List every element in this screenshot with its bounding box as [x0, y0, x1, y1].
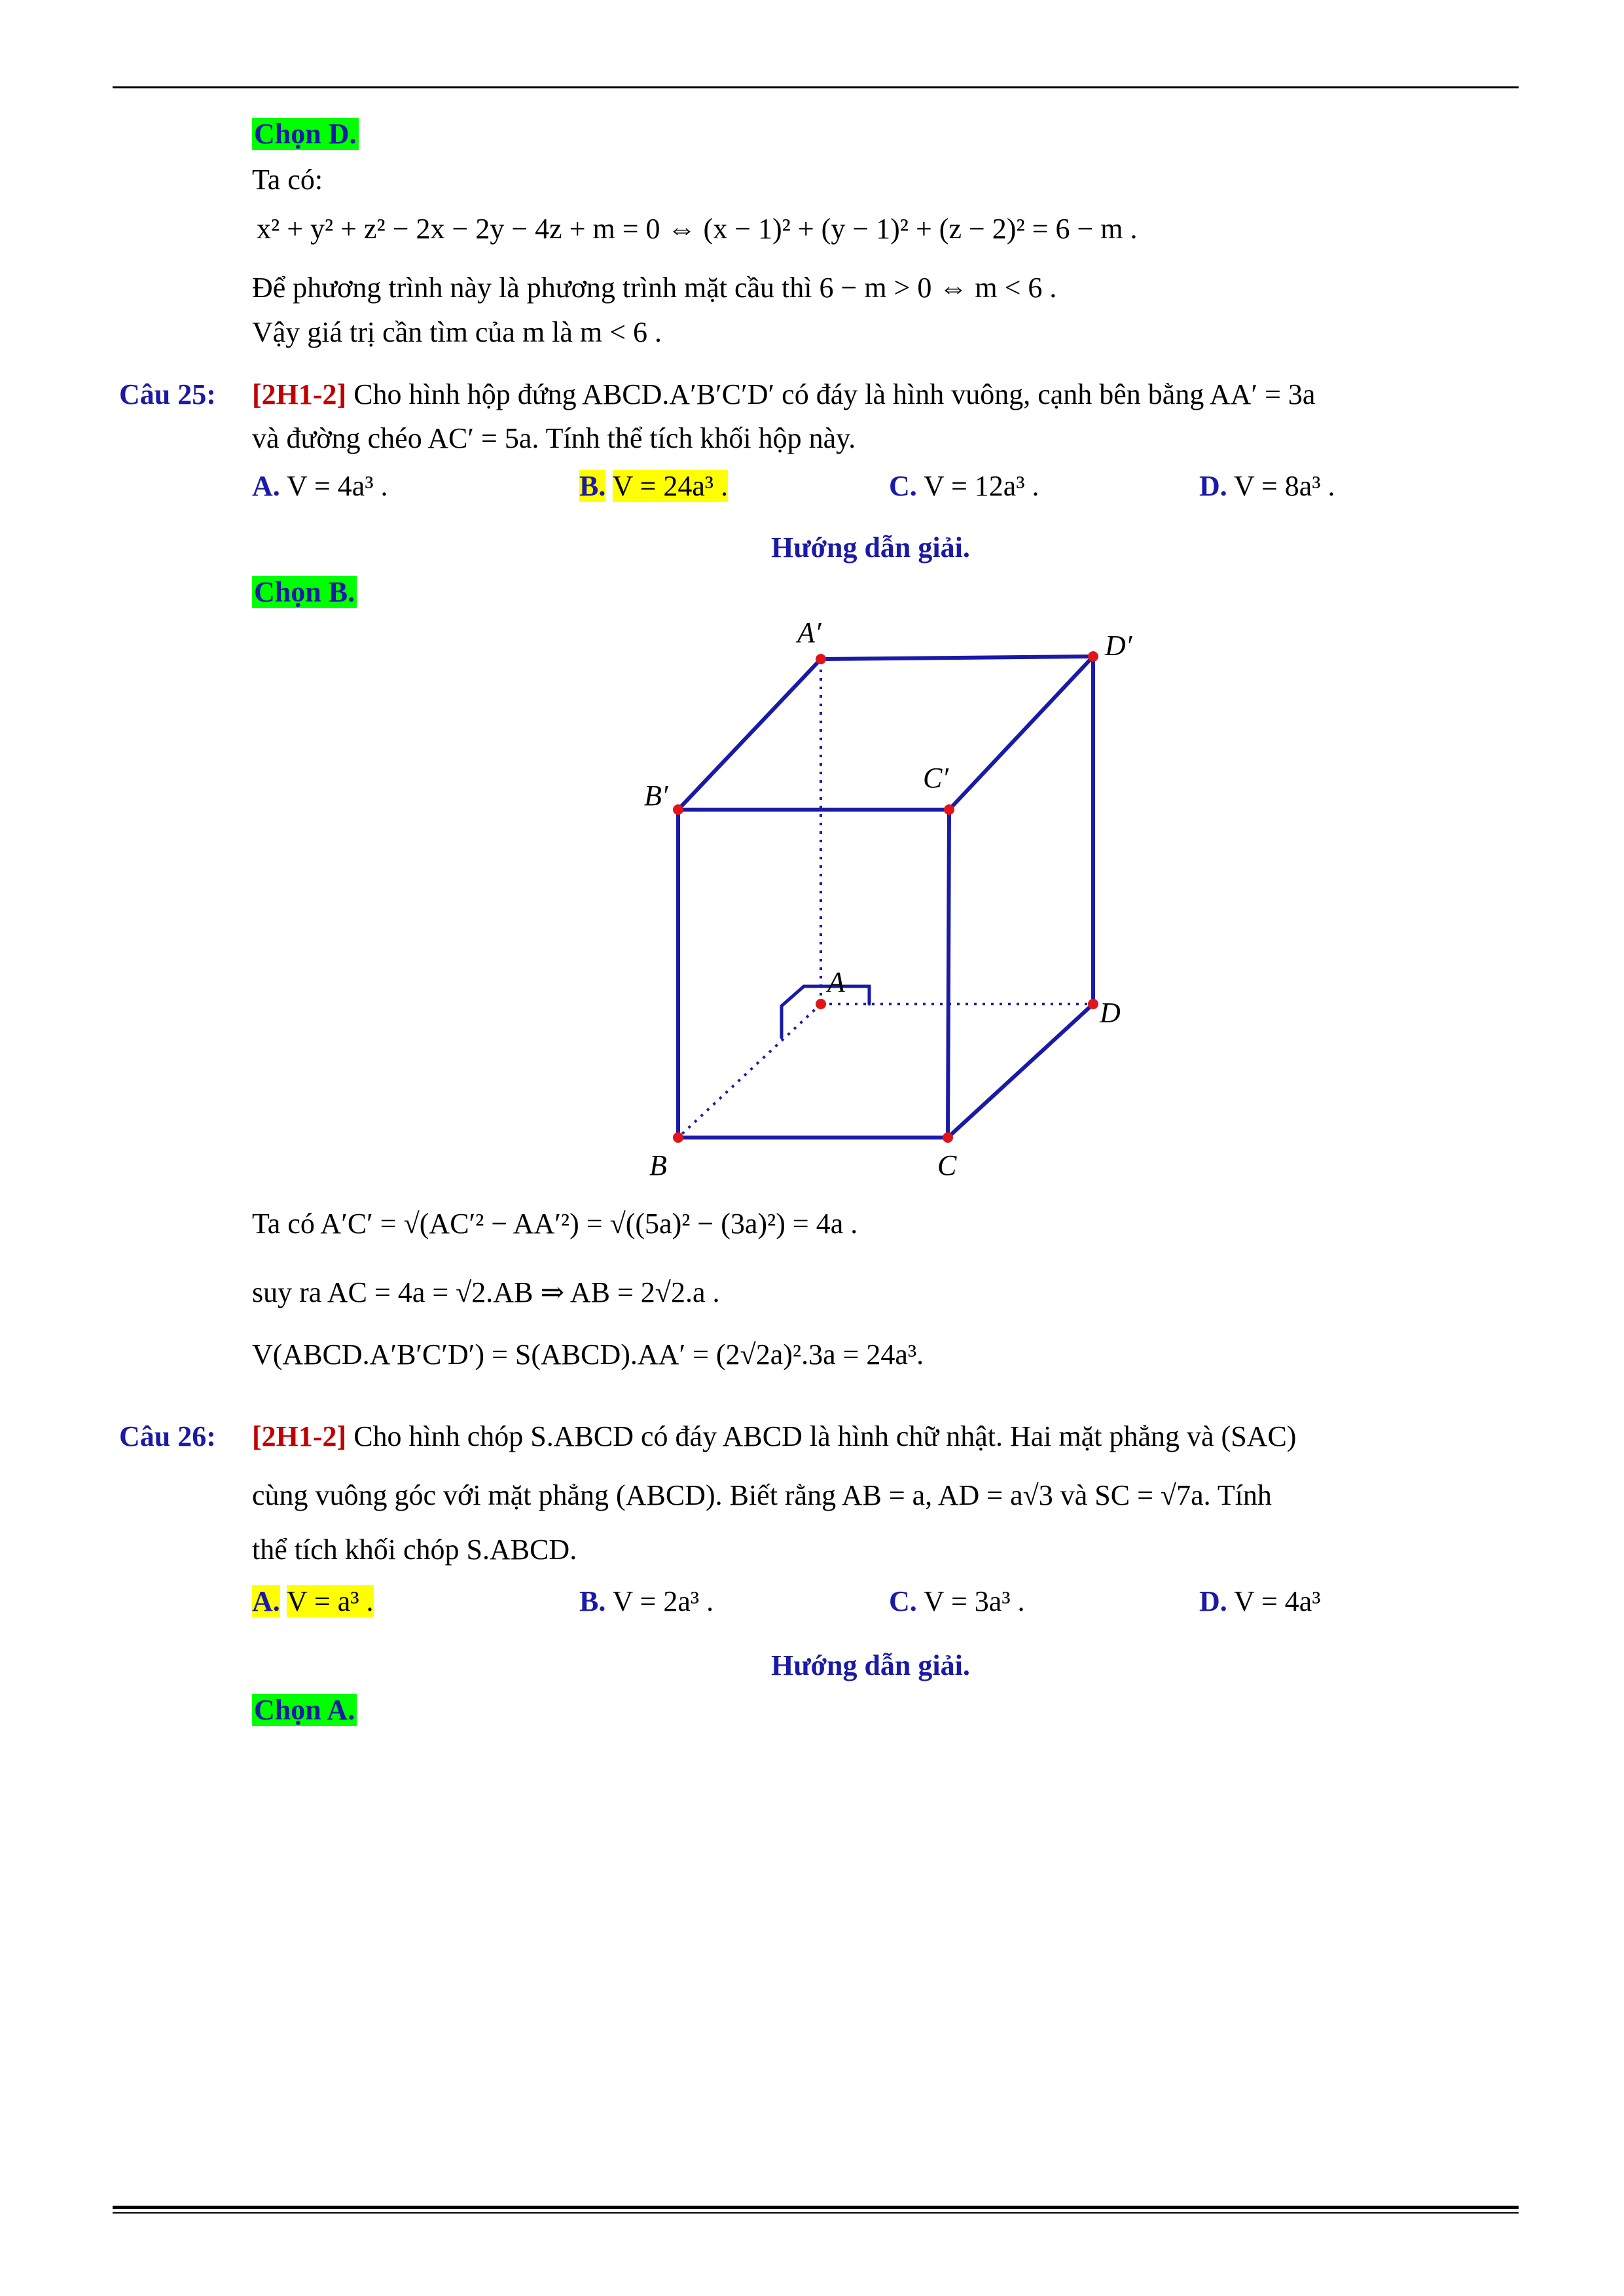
- q26-stem-1: Cho hình chóp S.ABCD có đáy ABCD là hình chữ nhật. Hai mặt phẳng và (SAC): [353, 1420, 1297, 1452]
- edge-c1c: [948, 810, 949, 1138]
- q25-choose: Chọn B.: [252, 576, 357, 609]
- label-b: B: [649, 1149, 667, 1181]
- edge-a1d1: [821, 656, 1093, 659]
- q26-text-line2: cùng vuông góc với mặt phẳng (ABCD). Biết rằng AB = a, AD = a√3 và SC = √7a. Tính: [252, 1479, 1272, 1511]
- vertex-a1: [816, 654, 826, 664]
- q26-tag: [2H1-2]: [252, 1420, 347, 1452]
- q25-option-b[interactable]: B. V = 24a³ .: [579, 470, 729, 502]
- q26-option-d[interactable]: D. V = 4a³: [1199, 1585, 1321, 1617]
- edge-c1d1: [949, 656, 1093, 810]
- label-c: C: [937, 1149, 957, 1181]
- vertex-c: [943, 1132, 953, 1143]
- vertex-b: [673, 1132, 683, 1143]
- q26-guide-heading: Hướng dẫn giải.: [771, 1649, 970, 1681]
- edge-a1b1: [678, 659, 821, 810]
- q24-conclusion: Vậy giá trị cần tìm của m là m < 6 .: [252, 316, 662, 348]
- q25-tag: [2H1-2]: [252, 378, 347, 410]
- label-a1: A′: [797, 617, 821, 649]
- header-rule: [113, 86, 1519, 88]
- q26-option-a[interactable]: A. V = a³ .: [252, 1585, 374, 1617]
- q25-option-c[interactable]: C. V = 12a³ .: [889, 470, 1039, 502]
- q25-option-a[interactable]: A. V = 4a³ .: [252, 470, 388, 502]
- q24-condition: Để phương trình này là phương trình mặt cầu thì 6 − m > 0 ⇔ m < 6 .: [252, 272, 1057, 304]
- vertex-b1: [673, 804, 683, 815]
- q26-option-c[interactable]: C. V = 3a³ .: [889, 1585, 1025, 1617]
- q25-stem-1: Cho hình hộp đứng ABCD.A′B′C′D′ có đáy là hình vuông, cạnh bên bằng AA′ = 3a: [353, 378, 1316, 410]
- q24-equation: x² + y² + z² − 2x − 2y − 4z + m = 0 ⇔ (x − 1)² + (y − 1)² + (z − 2)² = 6 − m .: [257, 213, 1138, 245]
- vertex-c1: [944, 804, 954, 815]
- footer-rule-thick: [113, 2206, 1519, 2209]
- q25-text-line2: và đường chéo AC′ = 5a. Tính thể tích khối hộp này.: [252, 422, 856, 454]
- q24-ta-co: Ta có:: [252, 164, 323, 196]
- vertex-d1: [1088, 651, 1098, 662]
- label-a: A: [827, 966, 845, 998]
- q25-guide-heading: Hướng dẫn giải.: [771, 531, 970, 564]
- q24-choose: Chọn D.: [252, 118, 359, 151]
- q25-solution-line2: suy ra AC = 4a = √2.AB ⇒ AB = 2√2.a .: [252, 1276, 720, 1308]
- q26-choose: Chọn A.: [252, 1694, 357, 1727]
- q26-number: Câu 26:: [119, 1420, 216, 1452]
- label-b1: B′: [644, 780, 668, 812]
- q26-option-b[interactable]: B. V = 2a³ .: [579, 1585, 714, 1617]
- q25-text-line1: [252, 378, 1519, 412]
- footer-rule-thin: [113, 2212, 1519, 2214]
- q26-text-line3: thể tích khối chóp S.ABCD.: [252, 1534, 577, 1566]
- label-d: D: [1100, 997, 1121, 1029]
- q25-solution-line3: V(ABCD.A′B′C′D′) = S(ABCD).AA′ = (2√2a)².3a = 24a³.: [252, 1338, 924, 1371]
- q25-option-d[interactable]: D. V = 8a³ .: [1199, 470, 1335, 502]
- q26-text-line1: [252, 1420, 1296, 1454]
- cube-figure: [615, 605, 1152, 1188]
- label-c1: C′: [923, 762, 948, 794]
- q25-number: Câu 25:: [119, 378, 216, 410]
- q25-solution-line1: Ta có A′C′ = √(AC′² − AA′²) = √((5a)² − (3a)²) = 4a .: [252, 1208, 858, 1240]
- edge-ab: [678, 1004, 821, 1138]
- edge-cd: [948, 1004, 1093, 1138]
- vertex-a: [816, 999, 826, 1009]
- vertex-d: [1088, 999, 1098, 1009]
- label-d1: D′: [1105, 630, 1132, 662]
